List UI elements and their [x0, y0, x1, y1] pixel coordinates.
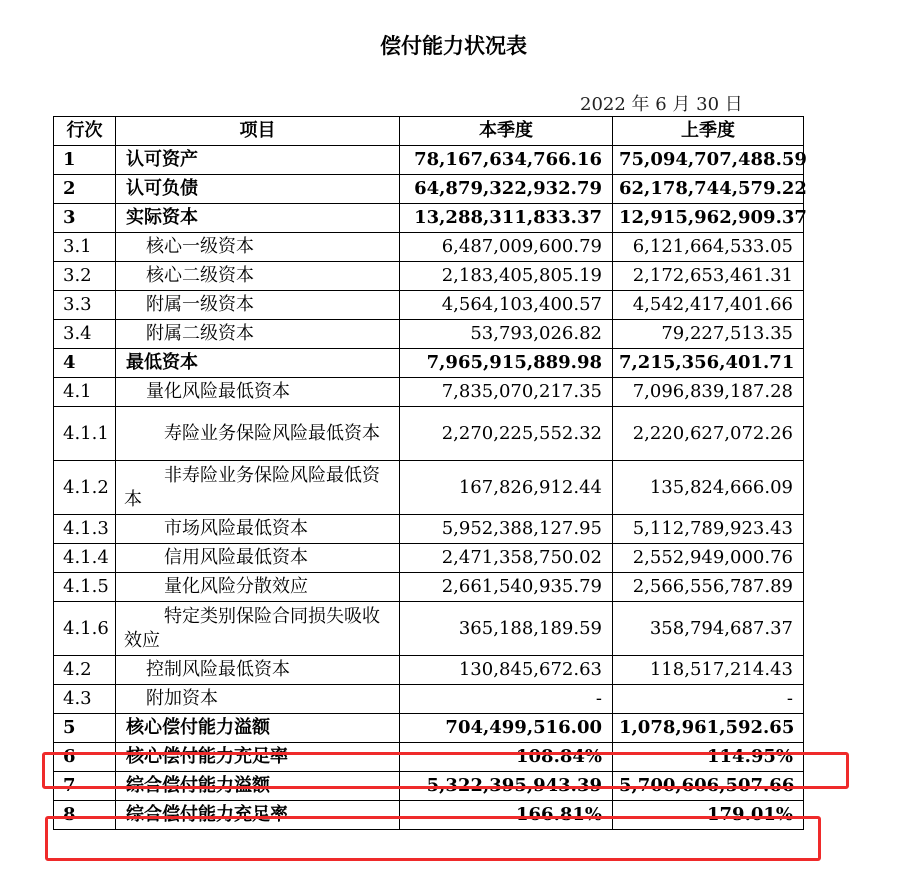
table-row — [54, 204, 804, 233]
table-row — [54, 656, 804, 685]
header-index: 行次 — [54, 117, 116, 146]
table-row — [54, 573, 804, 602]
row-previous-value: 118,517,214.43 — [613, 656, 804, 685]
row-item-label: 控制风险最低资本 — [116, 656, 400, 685]
row-current-value: - — [400, 685, 613, 714]
header-previous-quarter: 上季度 — [613, 117, 804, 146]
row-index: 4.1.3 — [54, 515, 116, 544]
row-item-label: 附属二级资本 — [116, 320, 400, 349]
row-index: 3.3 — [54, 291, 116, 320]
row-current-value: 5,322,395,943.39 — [400, 772, 613, 801]
header-current-quarter: 本季度 — [400, 117, 613, 146]
row-index: 4.2 — [54, 656, 116, 685]
row-index: 4.3 — [54, 685, 116, 714]
row-item-label: 认可资产 — [116, 146, 400, 175]
table-row — [54, 175, 804, 204]
row-index: 4.1.2 — [54, 461, 116, 515]
row-index: 3 — [54, 204, 116, 233]
table-body — [54, 146, 807, 830]
row-item-label: 综合偿付能力充足率 — [116, 801, 400, 830]
row-current-value: 53,793,026.82 — [400, 320, 613, 349]
row-item-label: 市场风险最低资本 — [116, 515, 400, 544]
row-previous-value: 114.95% — [613, 743, 804, 772]
row-current-value: 130,845,672.63 — [400, 656, 613, 685]
row-previous-value: 4,542,417,401.66 — [613, 291, 804, 320]
row-previous-value: 1,078,961,592.65 — [613, 714, 804, 743]
highlight-box-comprehensive-ratio — [45, 816, 821, 861]
row-previous-value: 5,700,606,507.66 — [613, 772, 804, 801]
row-item-label: 寿险业务保险风险最低资本 — [116, 407, 400, 461]
row-current-value: 6,487,009,600.79 — [400, 233, 613, 262]
row-index: 4.1.5 — [54, 573, 116, 602]
row-current-value: 78,167,634,766.16 — [400, 146, 613, 175]
table-row — [54, 291, 804, 320]
solvency-table — [53, 116, 807, 830]
row-previous-value: 62,178,744,579.22 — [613, 175, 804, 204]
row-item-label: 量化风险分散效应 — [116, 573, 400, 602]
row-previous-value: - — [613, 685, 804, 714]
row-previous-value: 79,227,513.35 — [613, 320, 804, 349]
row-current-value: 167,826,912.44 — [400, 461, 613, 515]
row-index: 3.1 — [54, 233, 116, 262]
row-previous-value: 179.01% — [613, 801, 804, 830]
table-row — [54, 320, 804, 349]
table-row — [54, 233, 804, 262]
row-index: 1 — [54, 146, 116, 175]
table-row — [54, 544, 804, 573]
row-item-label: 附加资本 — [116, 685, 400, 714]
row-previous-value: 358,794,687.37 — [613, 602, 804, 656]
table-row — [54, 461, 804, 515]
header-item: 项目 — [116, 117, 400, 146]
row-index: 4.1 — [54, 378, 116, 407]
table-row — [54, 407, 804, 461]
row-current-value: 64,879,322,932.79 — [400, 175, 613, 204]
row-item-label: 认可负债 — [116, 175, 400, 204]
row-index: 3.4 — [54, 320, 116, 349]
row-current-value: 5,952,388,127.95 — [400, 515, 613, 544]
row-item-label: 核心二级资本 — [116, 262, 400, 291]
row-current-value: 2,471,358,750.02 — [400, 544, 613, 573]
row-current-value: 7,835,070,217.35 — [400, 378, 613, 407]
page-title: 偿付能力状况表 — [380, 33, 527, 58]
row-item-label: 实际资本 — [116, 204, 400, 233]
row-index: 6 — [54, 743, 116, 772]
row-index: 7 — [54, 772, 116, 801]
row-item-label: 特定类别保险合同损失吸收效应 — [116, 602, 400, 656]
row-item-label: 核心偿付能力充足率 — [116, 743, 400, 772]
row-index: 5 — [54, 714, 116, 743]
row-previous-value: 2,552,949,000.76 — [613, 544, 804, 573]
row-item-label: 附属一级资本 — [116, 291, 400, 320]
row-item-label: 量化风险最低资本 — [116, 378, 400, 407]
row-previous-value: 7,096,839,187.28 — [613, 378, 804, 407]
row-index: 8 — [54, 801, 116, 830]
table-row — [54, 146, 804, 175]
row-item-label: 非寿险业务保险风险最低资本 — [116, 461, 400, 515]
row-current-value: 108.84% — [400, 743, 613, 772]
row-item-label: 信用风险最低资本 — [116, 544, 400, 573]
row-current-value: 166.81% — [400, 801, 613, 830]
row-previous-value: 12,915,962,909.37 — [613, 204, 804, 233]
row-current-value: 365,188,189.59 — [400, 602, 613, 656]
table-header-row — [54, 117, 804, 146]
table-row — [54, 349, 804, 378]
highlight-box-core-ratio — [42, 752, 849, 789]
row-current-value: 2,661,540,935.79 — [400, 573, 613, 602]
table-row — [54, 685, 804, 714]
row-previous-value: 2,566,556,787.89 — [613, 573, 804, 602]
row-current-value: 4,564,103,400.57 — [400, 291, 613, 320]
row-current-value: 704,499,516.00 — [400, 714, 613, 743]
row-previous-value: 6,121,664,533.05 — [613, 233, 804, 262]
row-current-value: 13,288,311,833.37 — [400, 204, 613, 233]
table-row — [54, 602, 804, 656]
report-date: 2022 年 6 月 30 日 — [580, 94, 743, 115]
row-item-label: 核心偿付能力溢额 — [116, 714, 400, 743]
row-current-value: 2,183,405,805.19 — [400, 262, 613, 291]
table-row — [54, 515, 804, 544]
row-item-label: 核心一级资本 — [116, 233, 400, 262]
row-index: 3.2 — [54, 262, 116, 291]
row-previous-value: 75,094,707,488.59 — [613, 146, 804, 175]
table-row — [54, 378, 804, 407]
row-index: 4.1.6 — [54, 602, 116, 656]
row-index: 2 — [54, 175, 116, 204]
row-index: 4.1.4 — [54, 544, 116, 573]
table-row — [54, 262, 804, 291]
row-index: 4 — [54, 349, 116, 378]
row-index: 4.1.1 — [54, 407, 116, 461]
row-current-value: 2,270,225,552.32 — [400, 407, 613, 461]
row-previous-value: 2,172,653,461.31 — [613, 262, 804, 291]
row-current-value: 7,965,915,889.98 — [400, 349, 613, 378]
table-row — [54, 714, 804, 743]
row-previous-value: 2,220,627,072.26 — [613, 407, 804, 461]
row-item-label: 综合偿付能力溢额 — [116, 772, 400, 801]
row-previous-value: 135,824,666.09 — [613, 461, 804, 515]
row-previous-value: 7,215,356,401.71 — [613, 349, 804, 378]
row-previous-value: 5,112,789,923.43 — [613, 515, 804, 544]
row-item-label: 最低资本 — [116, 349, 400, 378]
